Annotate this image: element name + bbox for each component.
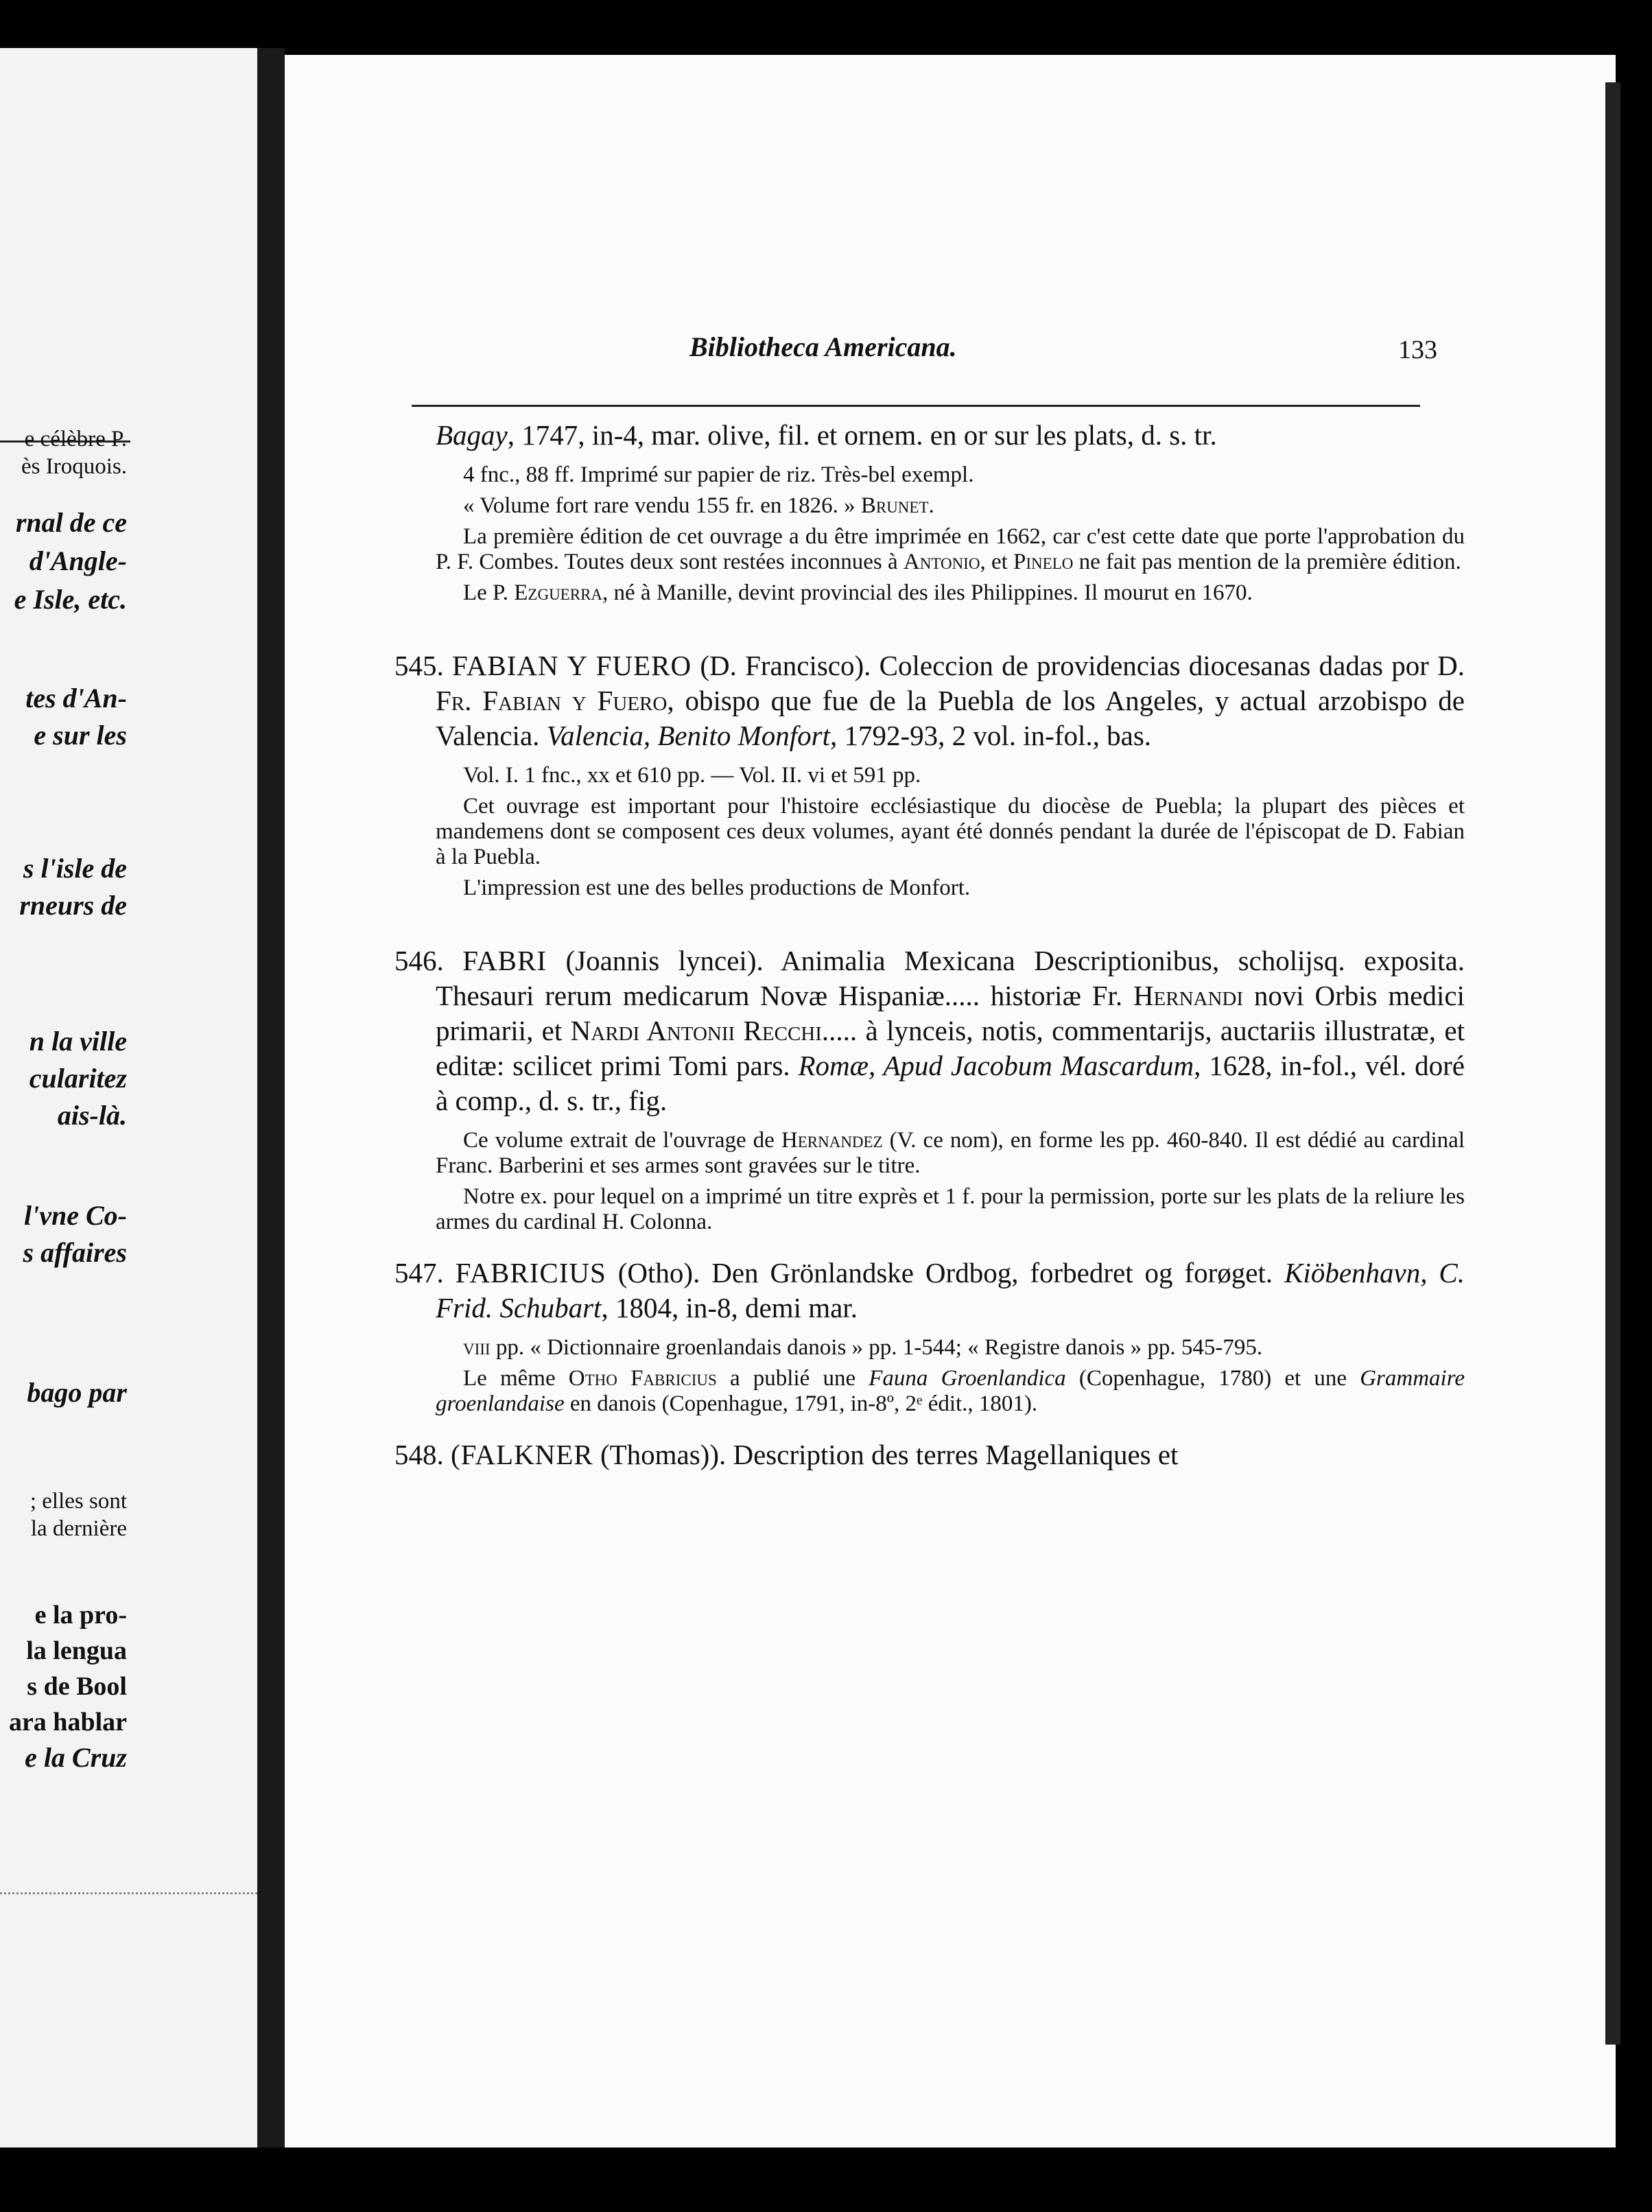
entry-continuation: Bagay, 1747, in-4, mar. olive, fil. et ornem. en or sur les plats, d. s. tr. — [436, 419, 1217, 451]
note: Le P. Ezguerra, né à Manille, devint provincial des iles Philippines. Il mourut en 1670. — [463, 580, 1253, 605]
left-page-line: tes d'An- — [25, 683, 127, 714]
running-title: Bibliotheca Americana. — [689, 331, 957, 362]
left-page-line: s l'isle de — [23, 853, 127, 884]
left-page-line: s affaires — [23, 1237, 127, 1268]
entry-notes — [394, 763, 1465, 901]
left-page-line: e célèbre P. — [24, 427, 127, 451]
note: 4 fnc., 88 ff. Imprimé sur papier de riz. Très-bel exempl. — [463, 462, 974, 487]
left-page-line: la dernière — [30, 1516, 127, 1541]
note: « Volume fort rare vendu 155 fr. en 1826. » Brunet. — [463, 493, 934, 518]
note: Notre ex. pour lequel on a imprimé un titre exprès et 1 f. pour la permission, porte sur les plats de la reliure les armes du cardinal H. Colonna. — [436, 1184, 1465, 1234]
running-header — [394, 331, 1465, 372]
main-page — [285, 55, 1616, 2148]
entry-545: 545. FABIAN Y FUERO (D. Francisco). Coleccion de providencias diocesanas dadas por D. Fr. Fabian y Fuero, obispo que fue de la Puebla de los Angeles, y actual arzobispo de Valencia. Valencia, Benito Monfort, 1792-93, 2 vol. in-fol., bas. — [394, 650, 1465, 751]
left-page-line: e la pro- — [34, 1601, 127, 1629]
left-page-line: e Isle, etc. — [14, 584, 127, 615]
note: viii pp. « Dictionnaire groenlandais danois » pp. 1-544; « Registre danois » pp. 545-795. — [463, 1335, 1263, 1360]
left-page-line: s de Bool — [27, 1672, 127, 1701]
left-page-line: e la Cruz — [25, 1742, 127, 1773]
left-page-fragment — [0, 48, 257, 2148]
left-page-line: bago par — [27, 1377, 127, 1408]
entry-number: 547. — [394, 1257, 444, 1289]
left-page-line: cularitez — [29, 1063, 127, 1094]
note: Ce volume extrait de l'ouvrage de Hernandez (V. ce nom), en forme les pp. 460-840. Il est dédié au cardinal Franc. Barberini et ses armes sont gravées sur le titre. — [436, 1128, 1465, 1178]
entry-number: 546. — [394, 945, 444, 976]
entry-notes — [394, 462, 1465, 606]
entry-notes — [394, 1128, 1465, 1235]
entry-notes — [394, 1335, 1465, 1417]
left-page-line: ais-là. — [57, 1100, 127, 1131]
entry-author: FABRI — [462, 945, 547, 976]
entry-548: 548. (FALKNER (Thomas)). Description des terres Magellaniques et — [394, 1439, 1179, 1470]
page-edge-shadow — [1605, 82, 1620, 2045]
note: Vol. I. 1 fnc., xx et 610 pp. — Vol. II. vi et 591 pp. — [463, 763, 921, 788]
note: Le même Otho Fabricius a publié une Fauna Groenlandica (Copenhague, 1780) et une Grammaire groenlandaise en danois (Copenhague, 1791, in-8º, 2ᵉ édit., 1801). — [436, 1366, 1465, 1416]
book-gutter — [257, 48, 285, 2148]
entry-number: 545. — [394, 650, 444, 681]
left-page-line: ara hablar — [8, 1708, 127, 1737]
left-page-line: d'Angle- — [29, 545, 127, 576]
page-body — [394, 417, 1465, 1472]
left-page-line: ès Iroquois. — [21, 454, 127, 479]
left-page-line: ; elles sont — [30, 1489, 127, 1514]
entry-author: (FALKNER — [451, 1439, 593, 1470]
header-rule — [412, 405, 1420, 407]
entry-author: FABRICIUS — [455, 1257, 606, 1289]
entry-number: 548. — [394, 1439, 444, 1470]
note: Cet ouvrage est important pour l'histoire ecclésiastique du diocèse de Puebla; la plupart des pièces et mandemens dont se composent ces deux volumes, ayant été donnés pendant la durée de l'épiscopat de D. Fabian à la Puebla. — [436, 794, 1465, 869]
left-page-line: n la ville — [29, 1026, 127, 1057]
left-page-line: e sur les — [34, 720, 127, 751]
left-page-line: rneurs de — [19, 890, 127, 921]
left-page-line: rnal de ce — [15, 507, 127, 538]
entry-author: FABIAN Y FUERO — [452, 650, 692, 681]
page-number: 133 — [1398, 336, 1437, 364]
left-page-bottom-rule — [0, 1892, 257, 1896]
note: La première édition de cet ouvrage a du être imprimée en 1662, car c'est cette date que porte l'approbation du P. F. Combes. Toutes deux sont restées inconnues à Antonio, et Pinelo ne fait pas mention de la première édition. — [436, 524, 1465, 574]
left-page-line: l'vne Co- — [24, 1200, 127, 1231]
note: L'impression est une des belles productions de Monfort. — [463, 875, 971, 900]
left-page-line: la lengua — [26, 1636, 127, 1665]
entry-546: 546. FABRI (Joannis lyncei). Animalia Mexicana Descriptionibus, scholijsq. exposita. Thesauri rerum medicarum Novæ Hispaniæ..... historiæ Fr. Hernandi novi Orbis medici primarii, et Nardi Antonii Recchi..... à lynceis, notis, commentarijs, auctariis illustratæ, et editæ: scilicet primi Tomi pars. Romæ, Apud Jacobum Mascardum, 1628, in-fol., vél. doré à comp., d. s. tr., fig. — [394, 945, 1465, 1116]
entry-547: 547. FABRICIUS (Otho). Den Grönlandske Ordbog, forbedret og forøget. Kiöbenhavn, C. Frid. Schubart, 1804, in-8, demi mar. — [394, 1257, 1465, 1323]
